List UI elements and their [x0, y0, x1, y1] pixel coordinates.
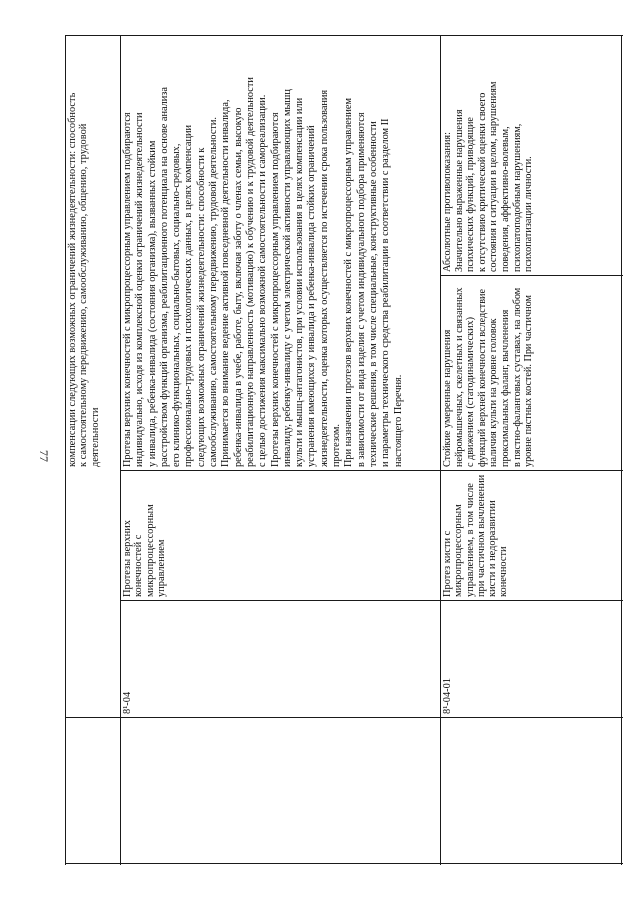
row3-contraindications: Абсолютные противопоказания: Значительно выраженные нарушения психических функций, приводящие к отсутствию критической оценки своего состояния и ситуации в целом, нарушениям поведения, аффективно-волевым, психопатоподобным нарушениям, психопатизации личности.	[442, 81, 535, 272]
row1-text-cell	[65, 35, 120, 470]
table-border-bottom	[65, 863, 623, 864]
row3-indications: Стойкие умеренные нарушения нейромышечных, скелетных и связанных с движением (статодинамических) функций верхней конечности вследствие наличия культи на уровне головок проксимальных фаланг, вычленения в пястно-фаланговых суставах, на любом уровне пястных костей. При частичном	[442, 287, 535, 467]
page-number: 77	[37, 450, 51, 462]
row2-description-cell	[120, 35, 440, 470]
row3-code: 8¹-04-01	[442, 677, 453, 714]
row3-contraindications-cell	[440, 35, 623, 275]
row3-code-cell	[440, 600, 623, 717]
column-separator	[65, 717, 623, 718]
row3-indications-cell	[440, 275, 623, 470]
document-table	[65, 35, 623, 865]
row1-text: компенсации следующих возможных ограничений жизнедеятельности: способность к самостоятельному передвижению, самообслуживанию, общению, трудовой деятельности	[67, 92, 101, 467]
row2-code: 8¹-04	[122, 691, 133, 714]
row3-name-cell	[440, 470, 623, 600]
row2-description: Протезы верхних конечностей с микропроцессорным управлением подбираются индивидуально, исходя из комплексной оценки ограничений жизнедеятельности у инвалида, ребенка-инвалида (состояния организма), вызванных стойким расстройством функций организма, реабилитационного потенциала на основе анализа его клинико-функциональных, социально-бытовых, социально-средовых, профессионально-трудовых и психологических данных, в целях компенсации следующих возможных ограничений жизнедеятельности: способности к самообслуживанию, самостоятельному передвижению, трудовой деятельности. Принимается во внимание ведение активной повседневной деятельности инвалида, ребенка-инвалида в учебе, работе, быту, включая заботу о членах семьи, высокую реабилитационную направленность (мотивацию) к обучению и к трудовой деятельности с целью достижения максимально возможной самостоятельности и самореализации. Протезы верхних конечностей с микропроцессорным управлением подбираются инвалиду, ребенку-инвалиду с учетом электрической активности управляющих мышц культи и мышц-антагонистов, при условии использования в целях компенсации или устранения имеющихся у инвалида и ребенка-инвалида стойких ограничений жизнедеятельности, оценка которых осуществляется по истечении срока пользования протезом. При назначении протезов верхних конечностей с микропроцессорным управлением в зависимости от вида изделия с учетом индивидуального подбора применяются технические решения, в том числе специальные, конструктивные особенности и параметры технического средства реабилитации в соответствии с разделом II настоящего Перечня.	[122, 77, 404, 467]
row2-name: Протезы верхних конечностей с микропроцессорным управлением	[122, 504, 167, 597]
row2-name-cell	[120, 470, 440, 600]
row3-name: Протез кисти с микропроцессорным управлением, в том числе при частичном вычленении кисти и недоразвитии конечности	[442, 474, 510, 597]
row2-code-cell	[120, 600, 440, 717]
